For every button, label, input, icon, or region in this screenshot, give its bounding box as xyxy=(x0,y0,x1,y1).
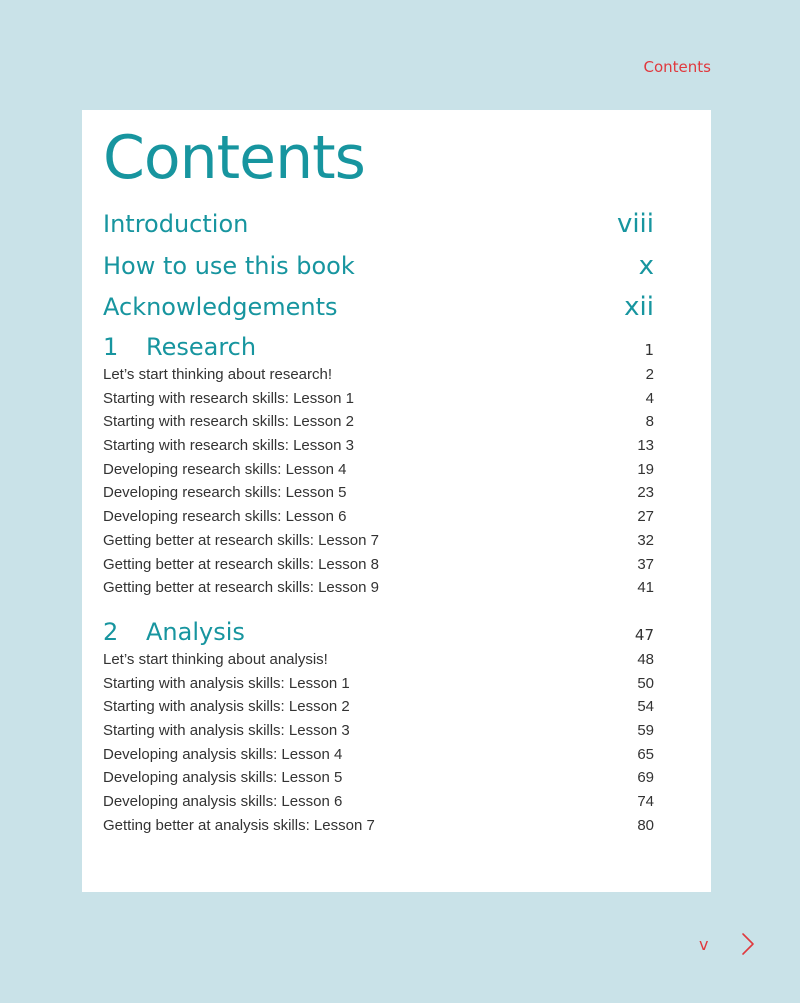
toc-entry-label: Starting with research skills: Lesson 2 xyxy=(103,413,354,431)
toc-entry-label: Developing analysis skills: Lesson 5 xyxy=(103,769,343,787)
toc-entry-label: Developing research skills: Lesson 5 xyxy=(103,484,347,502)
toc-entry-page: 80 xyxy=(637,816,654,834)
list-item[interactable] xyxy=(103,719,654,743)
toc-entry-label: Developing analysis skills: Lesson 6 xyxy=(103,793,343,811)
list-item[interactable] xyxy=(103,576,654,600)
chapter-title: Analysis xyxy=(146,618,245,646)
list-item[interactable] xyxy=(103,766,654,790)
list-item[interactable] xyxy=(103,458,654,482)
list-item[interactable] xyxy=(103,672,654,696)
list-item[interactable] xyxy=(103,505,654,529)
toc-entry-page: 4 xyxy=(645,389,654,407)
chapter-number: 1 xyxy=(103,333,119,361)
toc-entry-page: 54 xyxy=(637,698,654,716)
toc-entry-acknowledgements[interactable] xyxy=(103,292,654,322)
toc-entry-page: 27 xyxy=(637,508,654,526)
chapter-heading[interactable] xyxy=(103,618,654,648)
toc-entry-label: Acknowledgements xyxy=(103,293,338,321)
toc-entry-page: 50 xyxy=(637,674,654,692)
toc-entry-page: x xyxy=(638,251,654,281)
toc-entry-page: 23 xyxy=(637,484,654,502)
list-item[interactable] xyxy=(103,481,654,505)
list-item[interactable] xyxy=(103,695,654,719)
chapter-analysis xyxy=(103,618,654,838)
page-title: Contents xyxy=(103,123,365,193)
toc-entry-label: Starting with analysis skills: Lesson 2 xyxy=(103,698,350,716)
toc-entry-page: 65 xyxy=(637,745,654,763)
toc-entry-label: Developing analysis skills: Lesson 4 xyxy=(103,745,343,763)
list-item[interactable] xyxy=(103,363,654,387)
toc-entry-page: 74 xyxy=(637,793,654,811)
toc-entry-label: Let’s start thinking about research! xyxy=(103,366,333,383)
toc-entry-page: 37 xyxy=(637,555,654,573)
list-item[interactable] xyxy=(103,410,654,434)
toc-entry-introduction[interactable] xyxy=(103,209,654,239)
toc-entry-page: 8 xyxy=(645,413,654,431)
toc-entry-label: Getting better at research skills: Lesson 8 xyxy=(103,555,379,573)
chevron-right-icon[interactable] xyxy=(741,932,755,956)
toc-entry-page: 41 xyxy=(637,579,654,597)
toc-entry-label: Starting with analysis skills: Lesson 1 xyxy=(103,674,350,692)
running-head: Contents xyxy=(643,58,711,76)
toc-entry-page: 69 xyxy=(637,769,654,787)
chapter-number: 2 xyxy=(103,618,119,646)
toc-entry-label: Let’s start thinking about analysis! xyxy=(103,651,328,668)
toc-entry-label: Starting with analysis skills: Lesson 3 xyxy=(103,722,350,740)
toc-entry-label: Developing research skills: Lesson 4 xyxy=(103,460,347,478)
contents-page xyxy=(82,110,711,892)
toc-entry-label: Starting with research skills: Lesson 3 xyxy=(103,437,354,455)
toc-entry-page: 2 xyxy=(645,366,654,383)
toc-entry-label: Getting better at research skills: Lesson 7 xyxy=(103,531,379,549)
chapter-research xyxy=(103,333,654,600)
list-item[interactable] xyxy=(103,529,654,553)
toc-entry-label: How to use this book xyxy=(103,252,355,280)
toc-entry-label: Getting better at analysis skills: Lesson 7 xyxy=(103,816,375,834)
chapter-heading[interactable] xyxy=(103,333,654,363)
toc-entry-label: Developing research skills: Lesson 6 xyxy=(103,508,347,526)
chapter-page: 1 xyxy=(644,341,654,359)
toc-entry-page: viii xyxy=(616,209,654,239)
toc-entry-page: 32 xyxy=(637,531,654,549)
list-item[interactable] xyxy=(103,648,654,672)
page-number: v xyxy=(699,935,709,954)
toc-entry-page: 13 xyxy=(637,437,654,455)
list-item[interactable] xyxy=(103,743,654,767)
chapter-title: Research xyxy=(146,333,257,361)
toc-entry-label: Getting better at research skills: Lesson 9 xyxy=(103,579,379,597)
list-item[interactable] xyxy=(103,814,654,838)
toc-entry-label: Starting with research skills: Lesson 1 xyxy=(103,389,354,407)
chapter-page: 47 xyxy=(634,626,654,644)
toc-entry-page: 59 xyxy=(637,722,654,740)
toc-entry-page: xii xyxy=(624,292,654,322)
list-item[interactable] xyxy=(103,387,654,411)
toc-entry-label: Introduction xyxy=(103,210,249,238)
toc-entry-how-to-use[interactable] xyxy=(103,251,654,281)
toc-entry-page: 19 xyxy=(637,460,654,478)
list-item[interactable] xyxy=(103,434,654,458)
list-item[interactable] xyxy=(103,553,654,577)
toc-entry-page: 48 xyxy=(637,651,654,668)
list-item[interactable] xyxy=(103,790,654,814)
